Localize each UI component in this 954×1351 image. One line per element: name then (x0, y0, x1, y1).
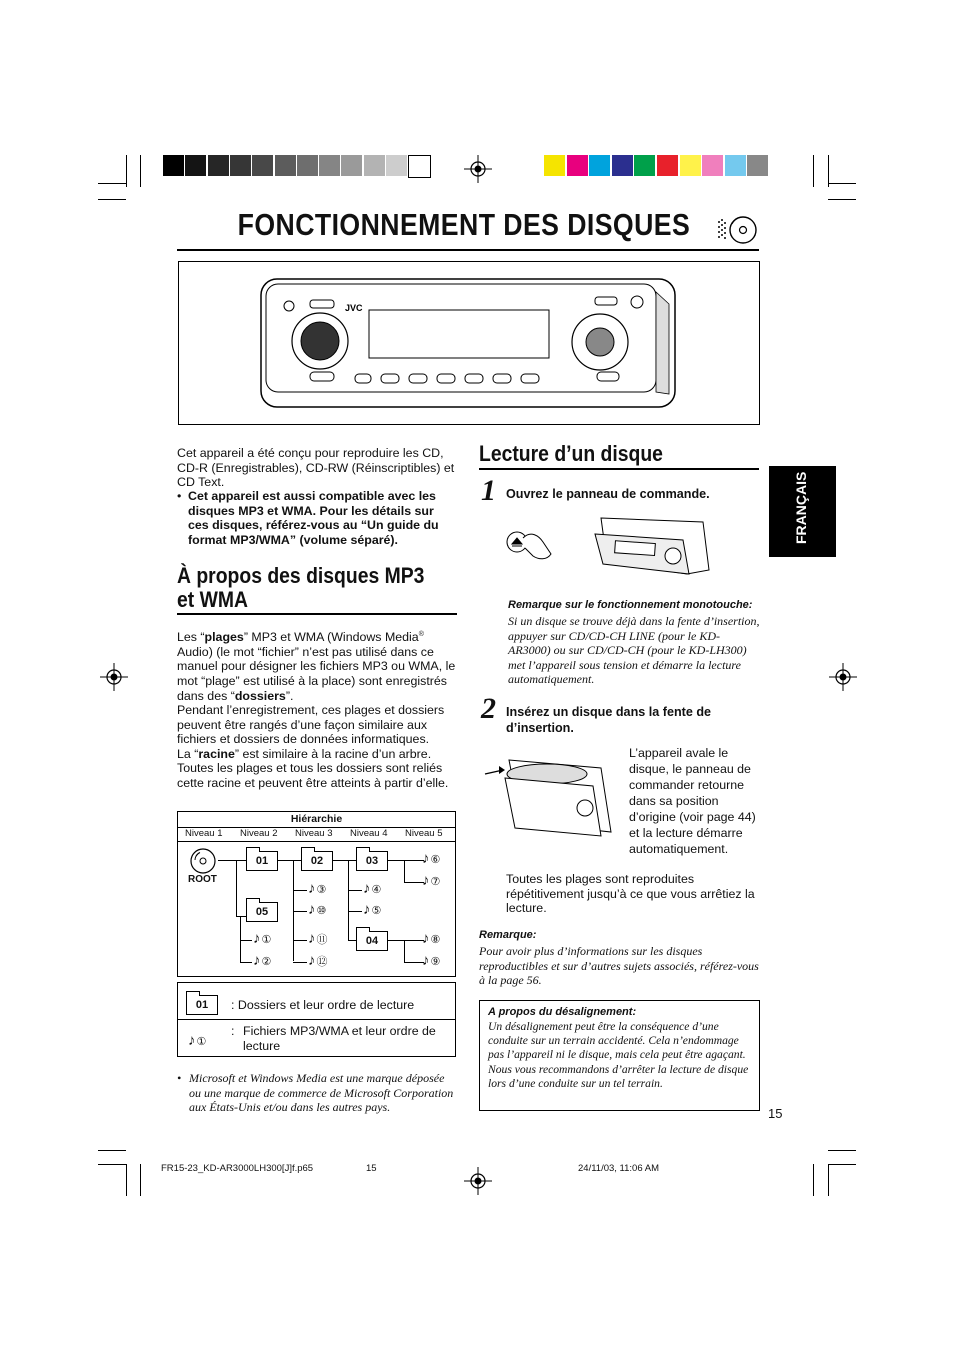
gray-swatch (230, 155, 251, 176)
registration-mark-top (464, 155, 492, 183)
music-note-icon: ♪ (308, 952, 316, 969)
gray-swatch (319, 155, 340, 176)
track-5: ♪⑤ (363, 901, 382, 918)
music-note-icon: ♪ (363, 880, 371, 897)
root-label: ROOT (188, 874, 217, 885)
legend-track-sample: ♪① (188, 1032, 207, 1049)
mp3-section-rule (177, 613, 457, 615)
folder-03: 03 (356, 851, 388, 871)
color-swatch (634, 155, 655, 176)
repeat-text: Toutes les plages sont reproduites répétitivement jusqu’à ce que vous arrêtiez la lecture. (506, 872, 755, 916)
misalignment-text: Un désalignement peut être la conséquence d’une conduite sur un terrain accidenté. Cela n’endommage pas l’appareil ni le disque, mais cela peut être agaçant. Nous vous recommandons d’arrêter la lecture de disque lors d’une conduite sur un tel terrain. (488, 1020, 749, 1090)
footer-timestamp: 24/11/03, 11:06 AM (578, 1163, 659, 1174)
footer-page: 15 (366, 1163, 377, 1174)
playback-rule (479, 468, 759, 470)
track-3: ♪③ (308, 880, 327, 897)
misalignment-heading: A propos du désalignement: (488, 1006, 637, 1018)
gray-swatch (185, 155, 206, 176)
hierarchy-levels (178, 828, 455, 841)
color-swatch (747, 155, 768, 176)
music-note-icon: ♪ (422, 872, 430, 889)
intro-bullet: • Cet appareil est aussi compatible avec les disques MP3 et WMA. Pour les détails sur ces disques, référez-vous au “Un guide du format MP3/WMA” (volume séparé). (177, 489, 457, 547)
gray-swatch (275, 155, 296, 176)
mp3-section-heading: À propos des disques MP3 et WMA (177, 563, 425, 612)
page-number: 15 (768, 1106, 783, 1121)
track-1: ♪① (253, 930, 272, 947)
gray-swatch (297, 155, 318, 176)
disc-icon (716, 214, 758, 246)
music-note-icon: ♪ (308, 901, 316, 918)
gray-swatch (208, 155, 229, 176)
trademark-footnote-text: Microsoft et Windows Media est une marque déposée ou une marque de commerce de Microsoft Corporation aux États-Unis et/ou dans les autres pays. (189, 1071, 454, 1115)
playback-heading: Lecture d’un disque (479, 441, 663, 466)
hierarchy-diagram (177, 811, 456, 977)
color-swatch (725, 155, 746, 176)
level-5: Niveau 5 (405, 828, 443, 839)
color-swatch (544, 155, 565, 176)
track-10: ♪⑩ (308, 901, 327, 918)
folder-04: 04 (356, 931, 388, 951)
music-note-icon: ♪ (422, 930, 430, 947)
page-title: FONCTIONNEMENT DES DISQUES (237, 207, 691, 242)
track-11: ♪⑪ (308, 930, 328, 947)
open-panel-illustration (503, 512, 713, 584)
language-tab-label: FRANÇAIS (793, 471, 809, 544)
language-tab (769, 466, 836, 557)
hierarchy-legend (177, 982, 456, 1057)
color-swatch (680, 155, 701, 176)
root-disc-icon (190, 848, 216, 874)
step-2-number: 2 (481, 692, 496, 725)
color-swatch (612, 155, 633, 176)
color-swatch (702, 155, 723, 176)
track-4: ♪④ (363, 880, 382, 897)
remark-1-text: Si un disque se trouve déjà dans la fente d’insertion, appuyer sur CD/CD-CH LINE (pour le KD-AR3000) ou sur CD/CD-CH (pour le KD-LH300) met l’appareil sous tension et démarre la lecture automatiquement. (508, 614, 760, 687)
track-6: ♪⑥ (422, 850, 441, 867)
folder-01: 01 (246, 851, 278, 871)
color-swatch (657, 155, 678, 176)
folder-05: 05 (246, 902, 278, 922)
color-swatch (589, 155, 610, 176)
legend-track-colon: : (231, 1024, 235, 1038)
remark-2-heading: Remarque: (479, 929, 537, 941)
track-8: ♪⑧ (422, 930, 441, 947)
music-note-icon: ♪ (422, 850, 430, 867)
music-note-icon: ♪ (253, 952, 261, 969)
gray-swatch (408, 155, 431, 178)
device-brand: JVC (345, 303, 363, 313)
level-1: Niveau 1 (185, 828, 223, 839)
hierarchy-title: Hiérarchie (290, 813, 343, 825)
level-4: Niveau 4 (350, 828, 388, 839)
step-2-text: Insérez un disque dans la fente de d’insertion. (506, 705, 712, 735)
gray-swatch (252, 155, 273, 176)
registration-mark-right (829, 663, 857, 691)
registration-mark-left (100, 663, 128, 691)
music-note-icon: ♪ (363, 901, 371, 918)
intro-text: Cet appareil a été conçu pour reproduire les CD, CD-R (Enregistrables), CD-RW (Réinscriptibles) et CD Text. (177, 446, 455, 490)
track-9: ♪⑨ (422, 952, 441, 969)
gray-swatch (341, 155, 362, 176)
gray-swatch (364, 155, 385, 176)
registration-mark-bottom (464, 1167, 492, 1195)
misalignment-box (479, 1000, 760, 1111)
legend-folder-desc: : Dossiers et leur ordre de lecture (231, 998, 415, 1012)
music-note-icon: ♪ (422, 952, 430, 969)
mp3-paragraph-2: Pendant l’enregistrement, ces plages et dossiers peuvent être rangés d’une façon similaire aux fichiers et dossiers de données informatiques. (177, 703, 445, 747)
step-1-text: Ouvrez le panneau de commande. (506, 487, 710, 501)
legend-folder-sample: 01 (186, 995, 218, 1015)
color-swatch (567, 155, 588, 176)
gray-swatch (386, 155, 407, 176)
track-2: ♪② (253, 952, 272, 969)
device-illustration-frame (178, 261, 760, 425)
title-rule (177, 249, 759, 251)
step-1-number: 1 (481, 474, 496, 507)
trademark-footnote: • Microsoft et Windows Media est une marque déposée ou une marque de commerce de Microsoft Corporation aux États-Unis et/ou dans les autres pays. (177, 1071, 457, 1115)
mp3-paragraph: Les “plages” MP3 et WMA (Windows Media® Audio) (le mot “fichier” n’est pas utilisé dans ce manuel pour désigner les fichiers MP3 ou WMA, le mot “plage” est utilisé à la place) sont enregistrés dans des “dossiers”. Pendant l’enregistrement, ces plages et dossiers peuvent être rangés d’une façon similaire aux fichiers et dossiers de données informatiques. La “racine” est similaire à la racine d’un arbre. Toutes les plages et tous les dossiers sont reliés cette racine et peuvent être atteints à partir d’elle. (177, 630, 456, 791)
folder-02: 02 (301, 851, 333, 871)
music-note-icon: ♪ (308, 880, 316, 897)
level-2: Niveau 2 (240, 828, 278, 839)
remark-1-heading: Remarque sur le fonctionnement monotouche: (508, 599, 753, 611)
mp3-paragraph-3: La “racine” est similaire à la racine d’un arbre. Toutes les plages et tous les dossiers sont reliés cette racine et peuvent être atteints à partir d’elle. (177, 746, 449, 791)
music-note-icon: ♪ (253, 930, 261, 947)
gray-swatch (163, 155, 184, 176)
remark-2-text: Pour avoir plus d’informations sur les disques reproductibles et sur d’autres sujets associés, référez-vous à la page 56. (479, 944, 759, 988)
music-note-icon: ♪ (188, 1032, 196, 1049)
insert-disc-illustration (481, 748, 621, 840)
track-7: ♪⑦ (422, 872, 441, 889)
level-3: Niveau 3 (295, 828, 333, 839)
track-12: ♪⑫ (308, 952, 328, 969)
footer-file: FR15-23_KD-AR3000LH300[J]f.p65 (161, 1163, 314, 1174)
intro-bullet-text: Cet appareil est aussi compatible avec les disques MP3 et WMA. Pour les détails sur ces disques, référez-vous au “Un guide du format MP3/WMA” (volume séparé). (188, 489, 439, 547)
music-note-icon: ♪ (308, 930, 316, 947)
step-2-description: L’appareil avale le disque, le panneau de commander retourne dans sa position d’origine (voir page 44) et la lecture démarre automatiquement. (629, 746, 756, 856)
car-stereo-illustration (179, 262, 759, 424)
legend-track-desc: Fichiers MP3/WMA et leur ordre de lecture (243, 1024, 436, 1053)
